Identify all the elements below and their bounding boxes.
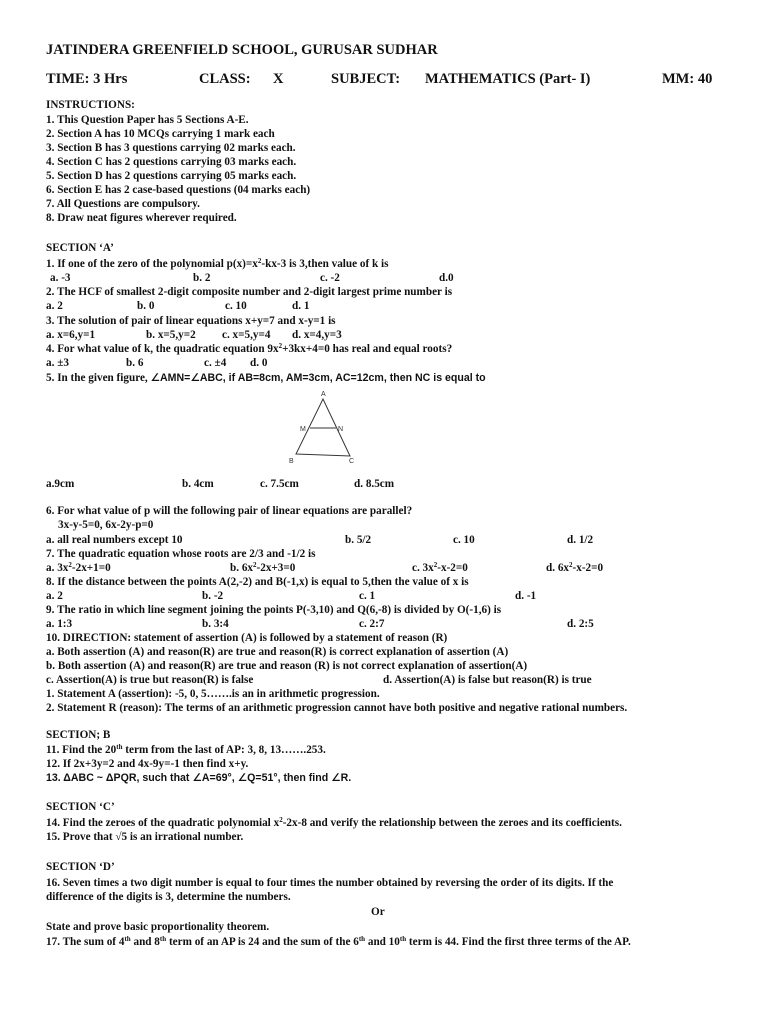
q8-option-d: d. -1: [515, 590, 537, 602]
q4-superscript: 2: [278, 342, 283, 350]
label-c: C: [349, 458, 355, 465]
or-separator: Or: [371, 906, 385, 918]
q1-option-d: d.0: [439, 272, 454, 284]
label-m: M: [300, 426, 306, 433]
q10-option-d: d. Assertion(A) is false but reason(R) is true: [383, 674, 592, 686]
q2-option-c: c. 10: [225, 300, 247, 312]
q4-option-a: a. ±3: [46, 357, 69, 369]
q7-option-d-sup: 2: [569, 561, 573, 569]
instruction-item: 6. Section E has 2 case-based questions (04 marks each): [46, 184, 311, 196]
q5-option-b: b. 4cm: [182, 478, 214, 490]
q5-option-a: a.9cm: [46, 478, 75, 490]
q7-option-a-post: -2x+1=0: [71, 562, 111, 574]
q5-option-d: d. 8.5cm: [354, 478, 395, 490]
q3-option-a: a. x=6,y=1: [46, 329, 96, 341]
q6-option-b: b. 5/2: [345, 534, 372, 546]
q4-option-b: b. 6: [126, 357, 144, 369]
q3-option-c: c. x=5,y=4: [222, 329, 271, 341]
exam-time: TIME: 3 Hrs: [46, 71, 128, 87]
class-label: CLASS:: [199, 71, 251, 87]
question-10: 10. DIRECTION: statement of assertion (A) is followed by a statement of reason (R): [46, 632, 448, 644]
q11-text-pre: 11. Find the 20: [46, 744, 117, 756]
label-n: N: [338, 426, 344, 433]
q8-option-b: b. -2: [202, 590, 224, 602]
q7-option-c-pre: c. 3x: [412, 562, 434, 574]
q10-option-a: a. Both assertion (A) and reason(R) are true and reason(R) is correct explanation of assertion (A): [46, 646, 509, 658]
q14-text-post: -2x-8 and verify the relationship between the zeroes and its coefficients.: [282, 817, 622, 829]
instruction-item: 5. Section D has 2 questions carrying 05 marks each.: [46, 170, 297, 182]
q7-option-a: [46, 562, 111, 575]
section-c-title: SECTION ‘C’: [46, 801, 115, 813]
question-16-alternative: State and prove basic proportionality theorem.: [46, 921, 270, 933]
q7-option-b: [230, 562, 295, 575]
question-12: 12. If 2x+3y=2 and 4x-9y=-1 then find x+y.: [46, 758, 249, 770]
section-d-title: SECTION ‘D’: [46, 861, 115, 873]
q4-option-c: c. ±4: [204, 357, 227, 369]
max-marks: MM: 40: [662, 71, 713, 87]
q9-option-c: c. 2:7: [359, 618, 385, 630]
question-16-cont: difference of the digits is 3, determine the numbers.: [46, 891, 291, 903]
section-a-title: SECTION ‘A’: [46, 242, 114, 254]
q5-option-c: c. 7.5cm: [260, 478, 299, 490]
q7-option-c-post: -x-2=0: [437, 562, 468, 574]
q7-option-b-pre: b. 6x: [230, 562, 254, 574]
section-b-title: SECTION; B: [46, 729, 111, 741]
subject-label: SUBJECT:: [331, 71, 401, 87]
q2-option-b: b. 0: [137, 300, 155, 312]
q17-sup-1: th: [124, 935, 131, 943]
q2-option-d: d. 1: [292, 300, 310, 312]
question-17: [46, 936, 631, 949]
q9-option-d: d. 2:5: [567, 618, 594, 630]
q6-option-d: d. 1/2: [567, 534, 594, 546]
instruction-item: 8. Draw neat figures wherever required.: [46, 212, 237, 224]
q14-superscript: 2: [279, 816, 283, 824]
q10-option-c: c. Assertion(A) is true but reason(R) is false: [46, 674, 254, 686]
q9-option-b: b. 3:4: [202, 618, 229, 630]
q1-option-c: c. -2: [320, 272, 340, 284]
q17-sup-4: th: [399, 935, 407, 943]
question-9: 9. The ratio in which line segment joining the points P(-3,10) and Q(6,-8) is divided by O(-1,6) is: [46, 604, 502, 616]
q17-sup-3: th: [358, 935, 366, 943]
instruction-item: 1. This Question Paper has 5 Sections A-E.: [46, 114, 249, 126]
q7-option-b-post: -2x+3=0: [256, 562, 296, 574]
instruction-item: 4. Section C has 2 questions carrying 03 marks each.: [46, 156, 297, 168]
q6-option-c: c. 10: [453, 534, 475, 546]
question-7: 7. The quadratic equation whose roots are 2/3 and -1/2 is: [46, 548, 316, 560]
instruction-item: 2. Section A has 10 MCQs carrying 1 mark each: [46, 128, 275, 140]
q1-option-b: b. 2: [193, 272, 211, 284]
q3-option-b: b. x=5,y=2: [146, 329, 196, 341]
q11-superscript: th: [116, 743, 123, 751]
q1-option-a: a. -3: [50, 272, 71, 284]
q7-option-a-sup: 2: [68, 561, 72, 569]
label-a: A: [321, 391, 326, 398]
question-3: 3. The solution of pair of linear equations x+y=7 and x-y=1 is: [46, 315, 336, 327]
instruction-item: 7. All Questions are compulsory.: [46, 198, 200, 210]
q10-option-b: b. Both assertion (A) and reason(R) are true and reason (R) is not correct explanation of assertion(A): [46, 660, 528, 672]
label-b: B: [289, 458, 294, 465]
q17-text-2: and 8: [130, 936, 160, 948]
q4-option-d: d. 0: [250, 357, 268, 369]
q7-option-c: [412, 562, 468, 575]
q17-text-4: and 10: [365, 936, 400, 948]
q1-text-post: -kx-3 is 3,then value of k is: [261, 258, 389, 270]
class-value: X: [273, 71, 284, 87]
q6-option-a: a. all real numbers except 10: [46, 534, 183, 546]
subject-value: MATHEMATICS (Part- I): [425, 71, 591, 87]
q2-option-a: a. 2: [46, 300, 63, 312]
q8-option-c: c. 1: [359, 590, 376, 602]
question-14: [46, 817, 622, 830]
q9-option-a: a. 1:3: [46, 618, 73, 630]
q7-option-c-sup: 2: [433, 561, 438, 569]
q7-option-d-pre: d. 6x: [546, 562, 570, 574]
q11-text-post: term from the last of AP: 3, 8, 13…….253.: [122, 744, 326, 756]
q17-text-1: 17. The sum of 4: [46, 936, 125, 948]
question-6: 6. For what value of p will the following pair of linear equations are parallel?: [46, 505, 413, 517]
q17-text-3: term of an AP is 24 and the sum of the 6: [166, 936, 359, 948]
instructions-title: INSTRUCTIONS:: [46, 99, 135, 111]
q5-text-pre: 5. In the given figure,: [46, 372, 151, 384]
q6-equations: 3x-y-5=0, 6x-2y-p=0: [58, 519, 154, 531]
q7-option-d: [546, 562, 603, 575]
q4-text-pre: 4. For what value of k, the quadratic equation 9x: [46, 343, 279, 355]
q14-text-pre: 14. Find the zeroes of the quadratic polynomial x: [46, 817, 280, 829]
school-name: JATINDERA GREENFIELD SCHOOL, GURUSAR SUDHAR: [46, 42, 438, 58]
question-4: [46, 343, 452, 356]
question-11: [46, 744, 326, 757]
q1-superscript: 2: [257, 257, 262, 265]
triangle-figure: [286, 388, 356, 468]
question-5: [46, 372, 486, 385]
question-13: 13. ΔABC ~ ΔPQR, such that ∠A=69°, ∠Q=51°, then find ∠R.: [46, 772, 352, 784]
q7-option-b-sup: 2: [253, 561, 257, 569]
question-16: 16. Seven times a two digit number is equal to four times the number obtained by reversing the order of its digits. If the: [46, 877, 614, 889]
q1-text-pre: 1. If one of the zero of the polynomial p(x)=x: [46, 258, 258, 270]
question-2: 2. The HCF of smallest 2-digit composite number and 2-digit largest prime number is: [46, 286, 453, 298]
q5-text-post: ∠AMN=∠ABC, if AB=8cm, AM=3cm, AC=12cm, then NC is equal to: [150, 372, 486, 384]
question-15: 15. Prove that √5 is an irrational number.: [46, 831, 244, 843]
q3-option-d: d. x=4,y=3: [292, 329, 342, 341]
q10-statement-a: 1. Statement A (assertion): -5, 0, 5…….is an in arithmetic progression.: [46, 688, 380, 700]
q4-text-post: +3kx+4=0 has real and equal roots?: [282, 343, 453, 355]
q17-sup-2: th: [159, 935, 167, 943]
q10-statement-r: 2. Statement R (reason): The terms of an arithmetic progression cannot have both positive and negative rational numbers.: [46, 702, 628, 714]
q17-text-5: term is 44. Find the first three terms of the AP.: [406, 936, 631, 948]
instruction-item: 3. Section B has 3 questions carrying 02 marks each.: [46, 142, 296, 154]
question-1: [46, 258, 389, 271]
question-8: 8. If the distance between the points A(2,-2) and B(-1,x) is equal to 5,then the value of x is: [46, 576, 469, 588]
q7-option-d-post: -x-2=0: [572, 562, 604, 574]
q7-option-a-pre: a. 3x: [46, 562, 69, 574]
q8-option-a: a. 2: [46, 590, 63, 602]
